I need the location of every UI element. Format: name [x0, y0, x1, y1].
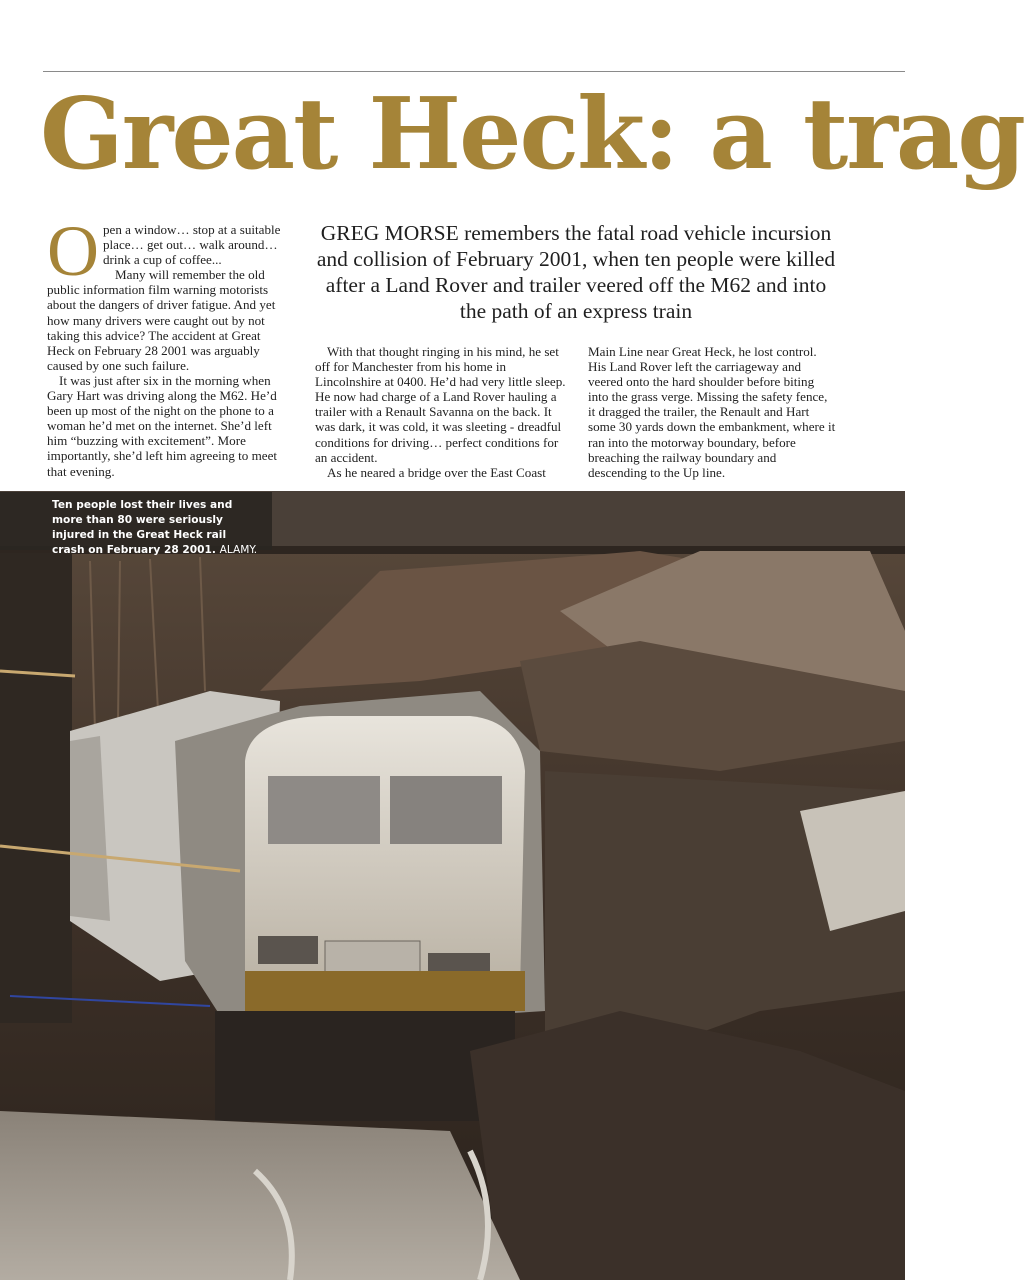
body-column-3	[588, 344, 836, 480]
standfirst: GREG MORSE remembers the fatal road vehicle incursion and collision of February 2001, when ten people were killed after a Land Rover and trailer veered off the M62 and into the path of an express train	[316, 221, 836, 323]
paragraph: Main Line near Great Heck, he lost control. His Land Rover left the carriageway and veered onto the hard shoulder before biting into the grass verge. Missing the safety fence, it dragged the trailer, the Renault and Hart some 30 yards down the embankment, where it ran into the motorway boundary, before breaching the railway boundary and descending to the Up line.	[588, 344, 836, 480]
headline: Great Heck: a trag	[40, 77, 1024, 192]
photo-credit: ALAMY.	[219, 544, 258, 556]
paragraph: It was just after six in the morning when Gary Hart was driving along the M62. He’d been up most of the night on the phone to a woman he’d met on the internet. She’d left him “buzzing with excitement”. More importantly, she’d left him agreeing to meet that evening.	[47, 372, 278, 479]
drop-cap: O	[47, 211, 99, 291]
paragraph: pen a window… stop at a suitable place… get out… walk around… drink a cup of coffee...	[103, 222, 281, 268]
crash-photo	[0, 491, 905, 1280]
top-rule	[43, 71, 905, 72]
paragraph: Many will remember the old public information film warning motorists about the dangers of driver fatigue. And yet how many drivers were caught out by not taking this advice? The accident at Great Heck on February 28 2001 was arguably caused by one such failure.	[47, 267, 276, 373]
body-column-2	[315, 344, 567, 480]
paragraph: As he neared a bridge over the East Coast	[327, 464, 546, 480]
body-column-1	[47, 211, 289, 479]
caption-text: Ten people lost their lives and more than 80 were seriously injured in the Great Heck rail crash on February 28 2001.	[52, 499, 233, 556]
photo-caption	[0, 492, 272, 556]
paragraph: With that thought ringing in his mind, he set off for Manchester from his home in Lincolnshire at 0400. He’d had very little sleep. He now had charge of a Land Rover hauling a trailer with a Renault Savanna on the back. It was dark, it was cold, it was sleeting - dreadful conditions for driving… perfect conditions for an accident.	[315, 344, 566, 465]
